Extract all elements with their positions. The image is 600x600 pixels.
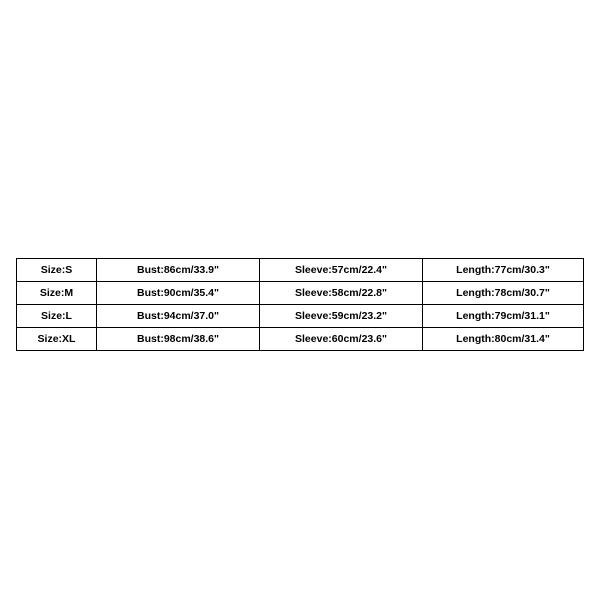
size-cell: Size:XL	[17, 328, 97, 351]
size-cell: Size:M	[17, 282, 97, 305]
sleeve-cell: Sleeve:58cm/22.8"	[260, 282, 423, 305]
sleeve-cell: Sleeve:57cm/22.4"	[260, 259, 423, 282]
table-row	[17, 305, 584, 328]
bust-cell: Bust:98cm/38.6"	[97, 328, 260, 351]
table-row	[17, 328, 584, 351]
table-row	[17, 259, 584, 282]
size-cell: Size:L	[17, 305, 97, 328]
length-cell: Length:80cm/31.4"	[423, 328, 584, 351]
size-chart-table	[16, 258, 584, 351]
bust-cell: Bust:94cm/37.0"	[97, 305, 260, 328]
sleeve-cell: Sleeve:60cm/23.6"	[260, 328, 423, 351]
length-cell: Length:79cm/31.1"	[423, 305, 584, 328]
length-cell: Length:78cm/30.7"	[423, 282, 584, 305]
bust-cell: Bust:90cm/35.4"	[97, 282, 260, 305]
sleeve-cell: Sleeve:59cm/23.2"	[260, 305, 423, 328]
table-row	[17, 282, 584, 305]
size-cell: Size:S	[17, 259, 97, 282]
bust-cell: Bust:86cm/33.9"	[97, 259, 260, 282]
length-cell: Length:77cm/30.3"	[423, 259, 584, 282]
